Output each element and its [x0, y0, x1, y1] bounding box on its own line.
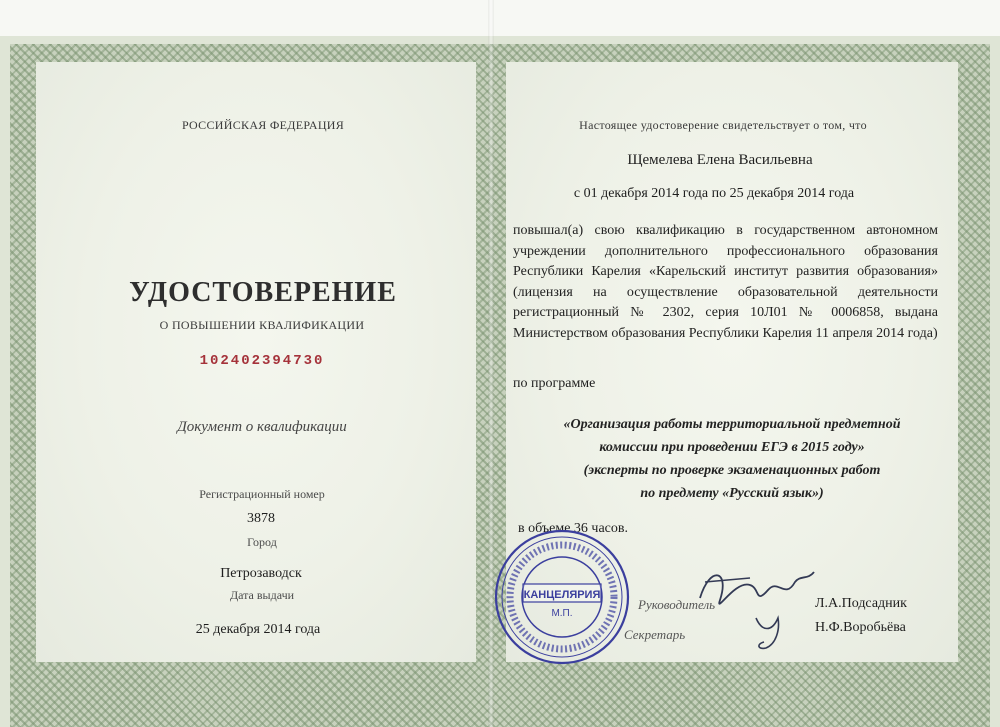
- program-line-1: «Организация работы территориальной предметной: [563, 417, 901, 432]
- issue-date-label: Дата выдачи: [229, 588, 295, 602]
- document-type: Документ о квалификации: [177, 419, 347, 435]
- city-value: Петрозаводск: [220, 566, 302, 581]
- document-title: УДОСТОВЕРЕНИЕ: [129, 277, 397, 308]
- stamp-center-text: КАНЦЕЛЯРИЯ: [523, 589, 601, 601]
- head-name: Л.А.Подсадник: [815, 596, 907, 611]
- secretary-label: Секретарь: [624, 627, 686, 642]
- secretary-name: Н.Ф.Воробьёва: [815, 620, 906, 635]
- stamp-sub-text: М.П.: [551, 608, 573, 619]
- city-label: Город: [247, 535, 277, 549]
- intro-text: Настоящее удостоверение свидетельствует о том, что: [579, 118, 867, 132]
- qualification-body: повышал(а) свою квалификацию в государственном автономном учреждении дополнительного профессионального образования Республики Карелия «Карельский институт развития образования» (лицензия на осуществление образовательной деятельности регистрационный № 2302, серия 10Л01 № 0006858, выдана Министерством образования Республики Карелия 11 апреля 2014 года): [513, 223, 938, 341]
- program-label: по программе: [513, 376, 596, 391]
- reg-number-label: Регистрационный номер: [199, 487, 325, 501]
- holder-name: Щемелева Елена Васильевна: [627, 152, 813, 168]
- head-label: Руководитель: [638, 597, 716, 612]
- country-label: РОССИЙСКАЯ ФЕДЕРАЦИЯ: [181, 118, 345, 132]
- reg-number: 3878: [247, 511, 275, 526]
- hours-text: в объеме 36 часов.: [518, 521, 628, 536]
- program-line-2: комиссии при проведении ЕГЭ в 2015 году»: [599, 440, 865, 455]
- serial-number: 102402394730: [199, 353, 325, 369]
- secretary-signature: [748, 610, 798, 655]
- program-line-3: (эксперты по проверке экзаменационных работ: [583, 463, 881, 478]
- program-line-4: по предмету «Русский язык»): [640, 486, 824, 501]
- official-stamp: [493, 528, 631, 666]
- document-subtitle: О ПОВЫШЕНИИ КВАЛИФИКАЦИИ: [159, 318, 365, 332]
- training-period: с 01 декабря 2014 года по 25 декабря 2014 года: [573, 186, 855, 201]
- issue-date: 25 декабря 2014 года: [195, 622, 321, 637]
